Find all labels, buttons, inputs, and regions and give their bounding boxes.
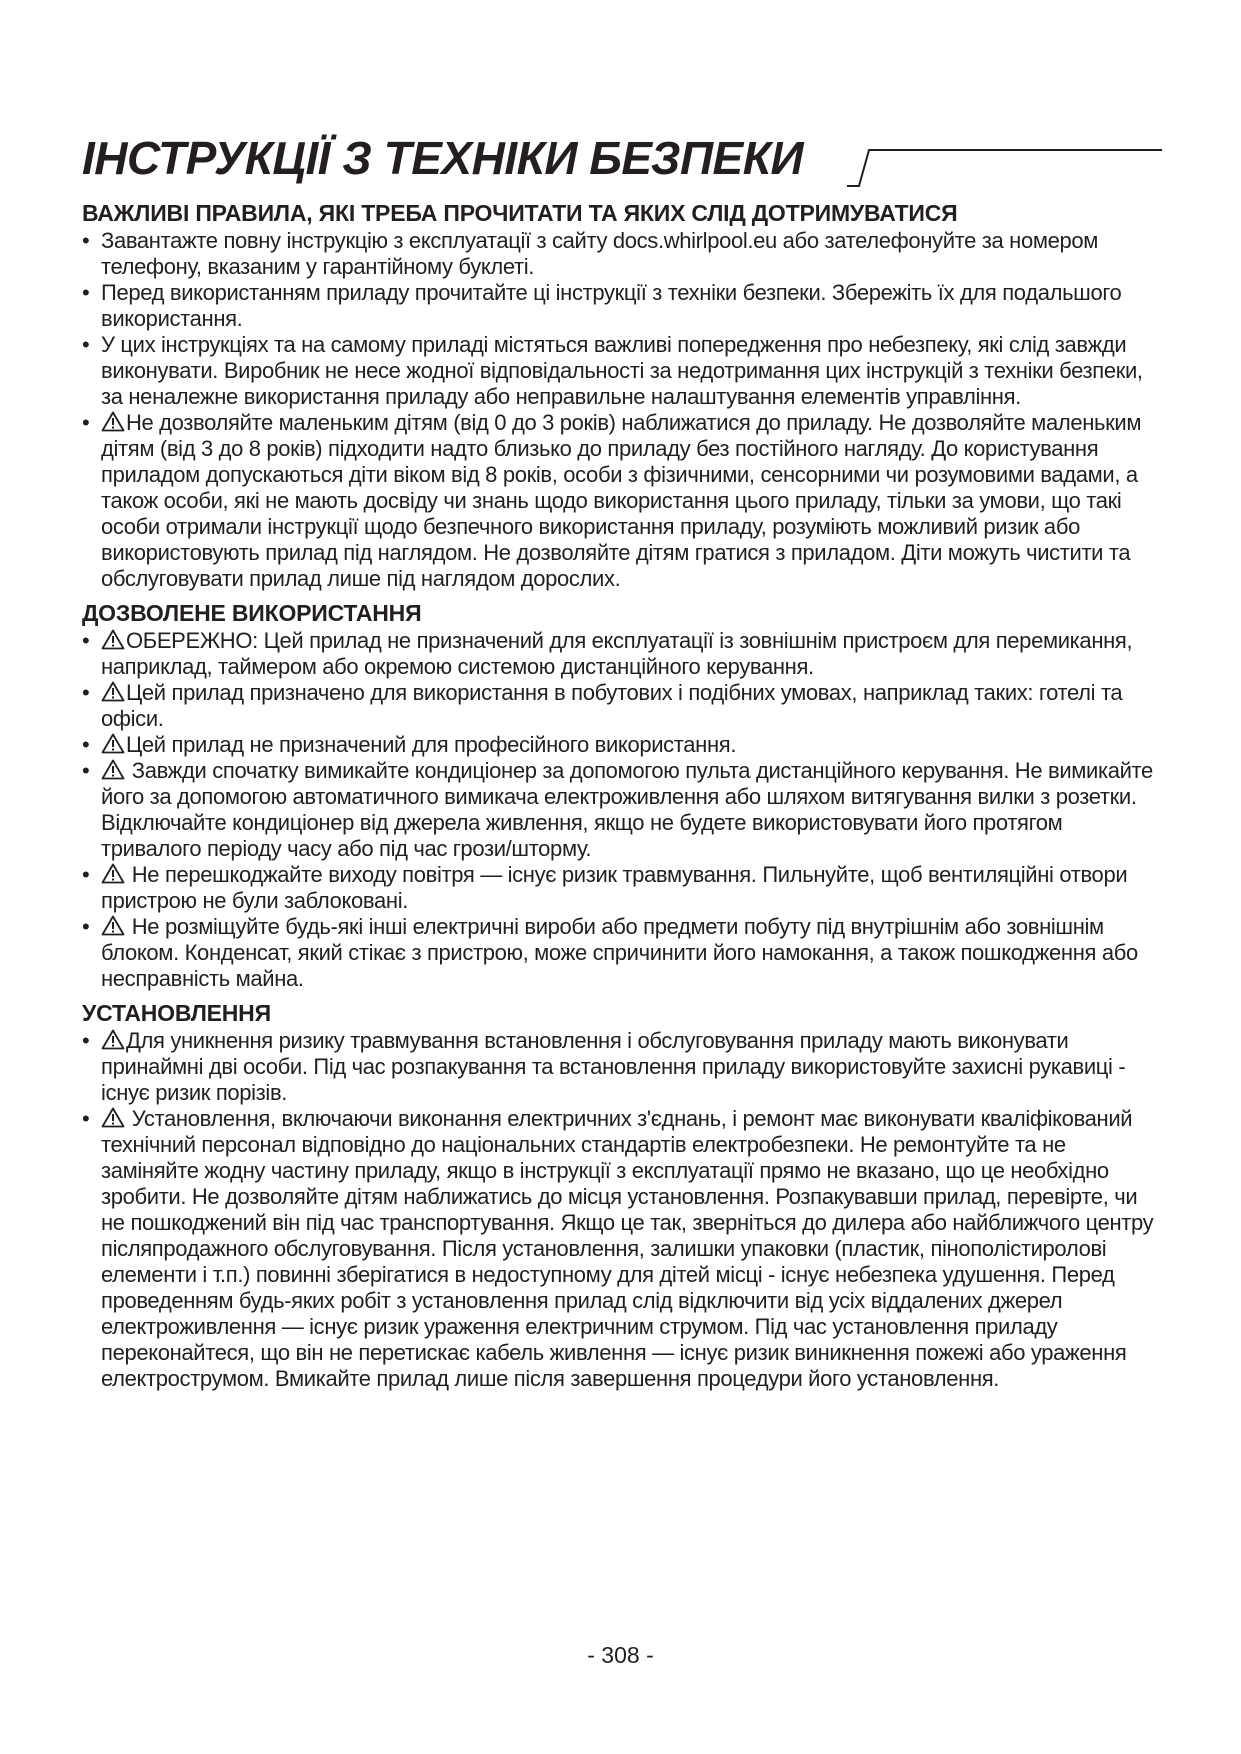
list-item bbox=[82, 410, 1162, 592]
item-text: ОБЕРЕЖНО: Цей прилад не призначений для експлуатації із зовнішнім пристроєм для перемикання, наприклад, таймером або окремою системою дистанційного керування. bbox=[101, 628, 1133, 679]
item-text: Цей прилад призначено для використання в побутових і подібних умовах, наприклад таких: готелі та офіси. bbox=[101, 680, 1123, 731]
list-item bbox=[82, 228, 1162, 280]
list-item bbox=[82, 628, 1162, 680]
item-text: Перед використанням приладу прочитайте ці інструкції з техніки безпеки. Збережіть їх для подальшого використання. bbox=[101, 280, 1122, 331]
list-item bbox=[82, 862, 1162, 914]
list-item bbox=[82, 332, 1162, 410]
item-text: Не розміщуйте будь-які інші електричні вироби або предмети побуту під внутрішнім або зовнішнім блоком. Конденсат, який стікає з пристрою, може спричинити його намокання, а також пошкодження або несправність майна. bbox=[101, 914, 1138, 991]
bullet-list bbox=[82, 1028, 1162, 1392]
list-item bbox=[82, 280, 1162, 332]
page-title: ІНСТРУКЦІЇ З ТЕХНІКИ БЕЗПЕКИ bbox=[82, 132, 804, 184]
item-text: Цей прилад не призначений для професійного використання. bbox=[126, 732, 737, 757]
section-heading: ДОЗВОЛЕНЕ ВИКОРИСТАННЯ bbox=[82, 600, 422, 626]
list-item bbox=[82, 1106, 1162, 1392]
section-heading: УСТАНОВЛЕННЯ bbox=[82, 1000, 271, 1026]
section-permitted-use bbox=[82, 600, 1162, 992]
list-item bbox=[82, 680, 1162, 732]
bullet-list bbox=[82, 228, 1162, 592]
page-number: - 308 - bbox=[587, 1642, 654, 1668]
warning-icon bbox=[101, 629, 125, 650]
list-item bbox=[82, 1028, 1162, 1106]
sections bbox=[82, 200, 1162, 1392]
warning-icon bbox=[101, 411, 125, 432]
item-text: Установлення, включаючи виконання електричних з'єднань, і ремонт має виконувати кваліфікований технічний персонал відповідно до національних стандартів електробезпеки. Не ремонтуйте та не заміняйте жодну частину приладу, якщо в інструкції з експлуатації прямо не вказано, що це необхідно зробити. Не дозволяйте дітям наближатись до місця установлення. Розпакувавши прилад, перевірте, чи не пошкоджений він під час транспортування. Якщо це так, зверніться до дилера або найближчого центру післяпродажного обслуговування. Після установлення, залишки упаковки (пластик, пінополістиролові елементи і т.п.) повинні зберігатися в недоступному для дітей місці - існує небезпека удушення. Перед проведенням будь-яких робіт з установлення прилад слід відключити від усіх віддалених джерел електроживлення — існує ризик ураження електричним струмом. Під час установлення приладу переконайтеся, що він не перетискає кабель живлення — існує ризик виникнення пожежі або ураження електрострумом. Вмикайте прилад лише після завершення процедури його установлення. bbox=[101, 1106, 1154, 1391]
warning-icon bbox=[101, 863, 125, 884]
warning-icon bbox=[101, 1029, 125, 1050]
section-important-rules bbox=[82, 200, 1162, 592]
warning-icon bbox=[101, 733, 125, 754]
bullet-list bbox=[82, 628, 1162, 992]
warning-icon bbox=[101, 759, 125, 780]
item-text: Завжди спочатку вимикайте кондиціонер за допомогою пульта дистанційного керування. Не вимикайте його за допомогою автоматичного вимикача електроживлення або шляхом витягування вилки з розетки. Відключайте кондиціонер від джерела живлення, якщо не будете використовувати його протягом тривалого періоду часу або під час грози/шторму. bbox=[101, 758, 1153, 861]
page-content bbox=[82, 128, 1162, 1392]
item-text: Не перешкоджайте виходу повітря — існує ризик травмування. Пильнуйте, щоб вентиляційні отвори пристрою не були заблоковані. bbox=[101, 862, 1128, 913]
warning-icon bbox=[101, 1107, 125, 1128]
section-heading: ВАЖЛИВІ ПРАВИЛА, ЯКІ ТРЕБА ПРОЧИТАТИ ТА ЯКИХ СЛІД ДОТРИМУВАТИСЯ bbox=[82, 200, 958, 226]
list-item bbox=[82, 914, 1162, 992]
item-text: Для уникнення ризику травмування встановлення і обслуговування приладу мають виконувати принаймні дві особи. Під час розпакування та встановлення приладу використовуйте захисні рукавиці - існує ризик порізів. bbox=[101, 1028, 1126, 1105]
warning-icon bbox=[101, 681, 125, 702]
list-item bbox=[82, 732, 1162, 758]
warning-icon bbox=[101, 915, 125, 936]
section-installation bbox=[82, 1000, 1162, 1392]
title-row bbox=[82, 128, 1162, 190]
item-text: У цих інструкціях та на самому приладі містяться важливі попередження про небезпеку, які слід завжди виконувати. Виробник не несе жодної відповідальності за недотримання цих інструкцій з техніки безпеки, за неналежне використання приладу або неправильне налаштування елементів управління. bbox=[101, 332, 1143, 409]
list-item bbox=[82, 758, 1162, 862]
item-text: Не дозволяйте маленьким дітям (від 0 до 3 років) наближатися до приладу. Не дозволяйте маленьким дітям (від 3 до 8 років) підходити надто близько до приладу без постійного нагляду. До користування приладом допускаються діти віком від 8 років, особи з фізичними, сенсорними чи розумовими вадами, а також особи, які не мають досвіду чи знань щодо використання цього приладу, тільки за умови, що такі особи отримали інструкції щодо безпечного використання приладу, розуміють можливий ризик або використовують прилад під наглядом. Не дозволяйте дітям гратися з приладом. Діти можуть чистити та обслуговувати прилад лише під наглядом дорослих. bbox=[101, 410, 1142, 591]
item-text: Завантажте повну інструкцію з експлуатації з сайту docs.whirlpool.eu або зателефонуйте за номером телефону, вказаним у гарантійному буклеті. bbox=[101, 228, 1099, 279]
title-rule-decoration bbox=[847, 128, 1162, 188]
